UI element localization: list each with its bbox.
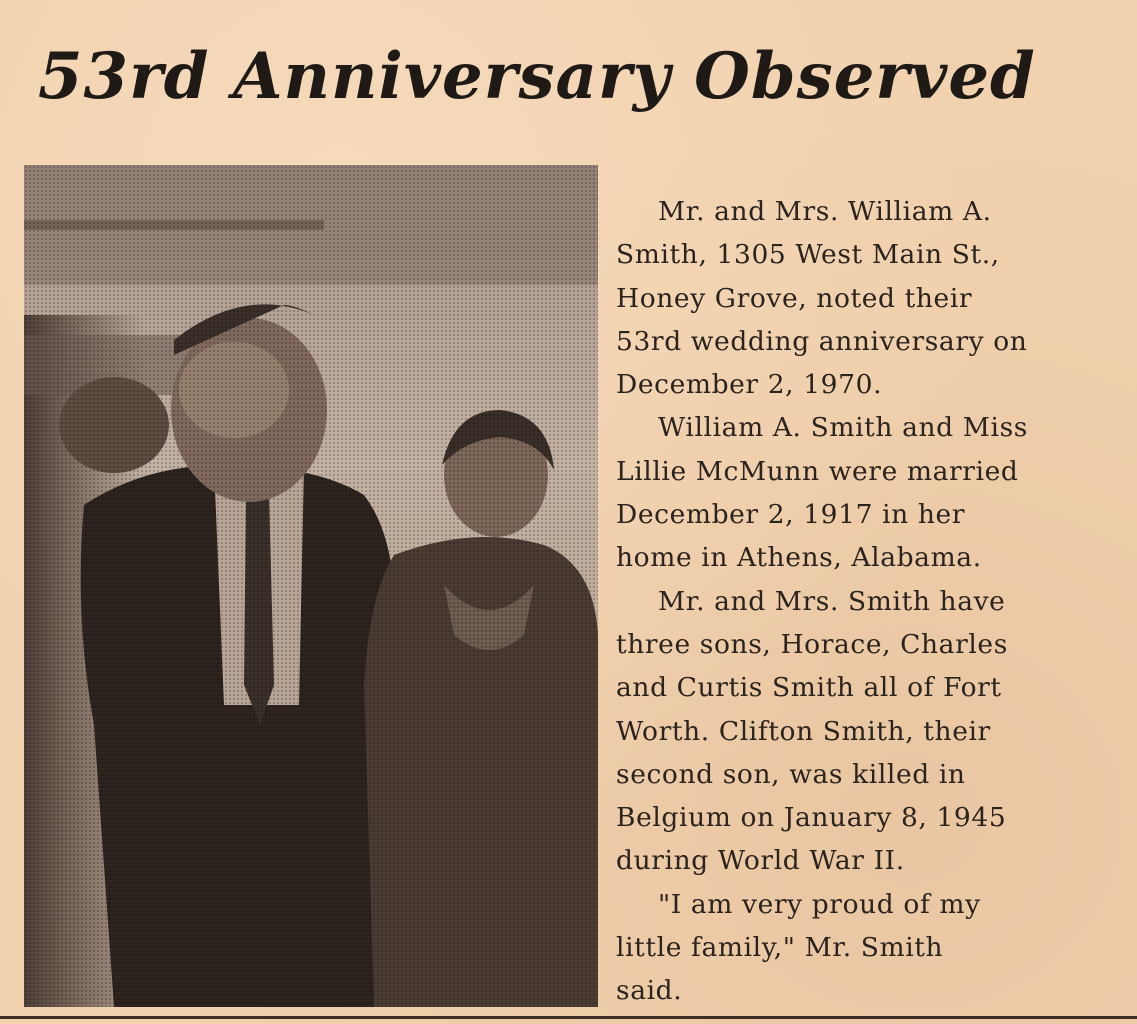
article-line: home in Athens, Alabama.: [616, 542, 982, 574]
article-line: little family," Mr. Smith: [616, 932, 944, 964]
article-line: Worth. Clifton Smith, their: [616, 715, 991, 747]
article-line: Mr. and Mrs. Smith have: [658, 585, 1006, 617]
article-line: "I am very proud of my: [658, 888, 981, 920]
article-line: three sons, Horace, Charles: [616, 628, 1008, 660]
article-line: and Curtis Smith all of Fort: [616, 672, 1002, 704]
couple-photo-image: [24, 165, 598, 1007]
article-line: during World War II.: [616, 845, 905, 877]
article-line: said.: [616, 975, 683, 1007]
article-line: December 2, 1917 in her: [616, 499, 966, 531]
article-line: second son, was killed in: [616, 758, 966, 790]
article-line: December 2, 1970.: [616, 369, 883, 401]
article-body: [616, 190, 1130, 1013]
headline: 53rd Anniversary Observed: [38, 39, 1036, 114]
article-line: Belgium on January 8, 1945: [616, 802, 1007, 834]
article-line: Lillie McMunn were married: [616, 455, 1019, 487]
article-line: 53rd wedding anniversary on: [616, 325, 1028, 357]
article-line: Smith, 1305 West Main St.,: [616, 239, 1000, 271]
couple-photo: [24, 165, 598, 1007]
article-line: Mr. and Mrs. William A.: [658, 196, 992, 227]
article-line: William A. Smith and Miss: [658, 412, 1028, 444]
bottom-rule: [0, 1016, 1137, 1019]
article-line: Honey Grove, noted their: [616, 282, 973, 314]
